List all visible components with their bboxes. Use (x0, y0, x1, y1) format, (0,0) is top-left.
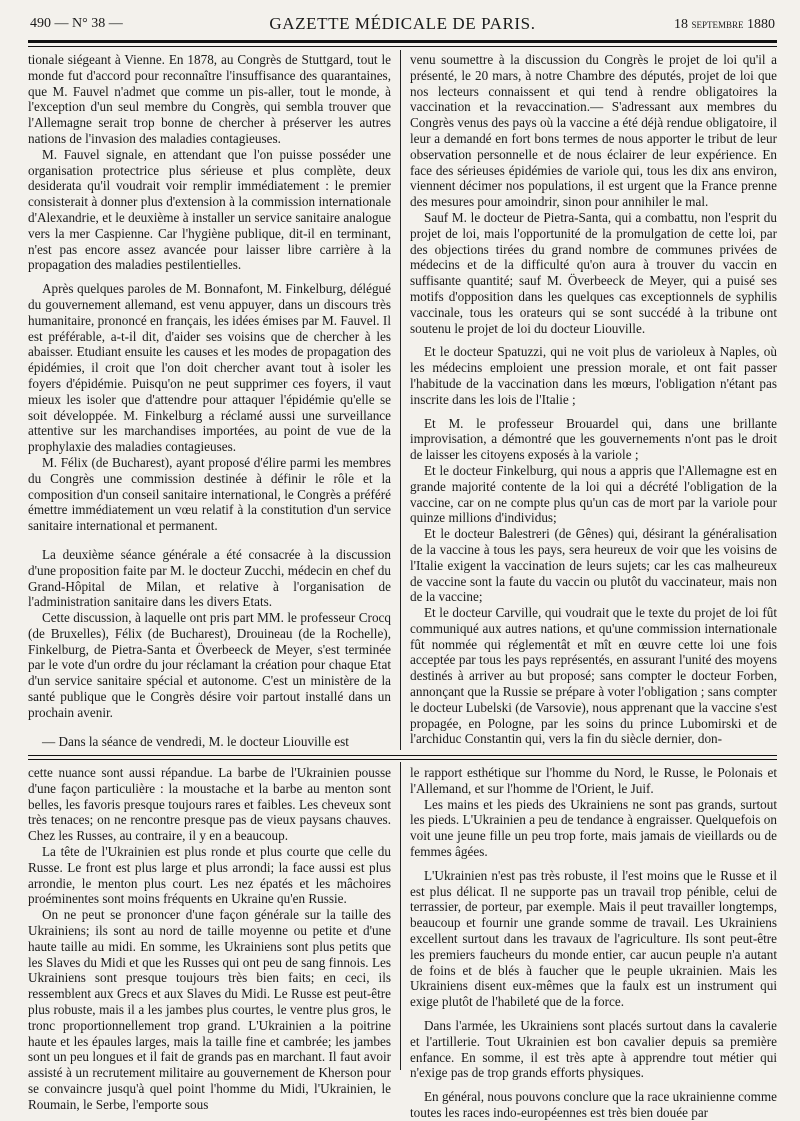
paragraph: tionale siégeant à Vienne. En 1878, au Congrès de Stuttgard, tout le monde fut d'accord pour reconnaître l'insuffisance des quarantaines, que M. Fauvel n'admet que comme un pis-aller, tout le monde, à l'exception d'un seul membre du Congrès, qui sembla trouver que l'Allemagne serait trop bonne de chercher à préserver les autres nations de l'invasion des maladies contagieuses. (28, 52, 391, 146)
paragraph: On ne peut se prononcer d'une façon générale sur la taille des Ukrainiens; ils sont au nord de taille moyenne ou petite et d'une haute taille au midi. En somme, les Ukrainiens sont plus petits que les Slaves du Midi et que les Russes qui ont peu de sang finnois. Les Ukrainiens sont presque toujours très bien faits; en ceci, ils ressemblent aux Grecs et aux Slaves du Midi. Le Russe est peut-être plus robuste, mais il a les jambes plus courtes, le ventre plus gros, le tronc proportionnellement trop grand. L'Ukrainien a la poitrine haute et les épaules larges, mais la taille fine et cambrée; les jambes sont un peu longues et il fait de grands pas en marchant. Il faut avoir assisté à un recrutement militaire au gouvernement de Kherson pour se convaincre jusqu'à quel point l'homme du Midi, l'Ukrainien, le Roumain, le Serbe, l'emporte sous (28, 907, 391, 1112)
journal-title: GAZETTE MÉDICALE DE PARIS. (269, 14, 536, 33)
paragraph: Dans l'armée, les Ukrainiens sont placés surtout dans la cavalerie et l'artillerie. Tout Ukrainien est bon cavalier depuis sa première enfance. En somme, il est très apte à apprendre tout métier qui n'exige pas de trop grands efforts physiques. (410, 1017, 777, 1081)
paragraph: Les mains et les pieds des Ukrainiens ne sont pas grands, surtout les pieds. L'Ukrainien a peu de tendance à engraisser. Quelquefois on voit une jeune fille un peu trop forte, mais jamais de vieillards ou de femmes âgées. (410, 796, 777, 859)
paragraph: Après quelques paroles de M. Bonnafont, M. Finkelburg, délégué du gouvernement allemand, est venu appuyer, dans un discours très humanitaire, prononcé en français, les idées émises par M. Fauvel. Il est préférable, a-t-il dit, d'aider ses voisins que de chercher à les abaisser. Etudiant ensuite les causes et les modes de propagation des épidémies, il croit que l'on doit chercher avant tout à isoler les foyers d'épidémie. Puisqu'on ne peut supprimer ces foyers, il vaut mieux les isoler que d'attendre pour attaquer l'épidémie qu'elle se soit développée. M. Finkelburg a réclamé aussi une surveillance attentive sur les marchandises importées, au point de vue de la prophylaxie des maladies contagieuses. (28, 281, 391, 455)
paragraph: La tête de l'Ukrainien est plus ronde et plus courte que celle du Russe. Le front est plus large et plus arrondi; la face aussi est plus arrondie, le menton plus court. Les nez épatés et les mâchoires proéminentes sont moins fréquents en Ukraine qu'en Russie. (28, 843, 391, 907)
paragraph: — Dans la séance de vendredi, M. le docteur Liouville est (42, 733, 349, 749)
section-rule-second (28, 759, 777, 760)
paragraph: M. Fauvel signale, en attendant que l'on puisse posséder une organisation protectrice plus sérieuse et plus complète, deux desiderata qu'il voudrait voir remplir immédiatement : le premier consisterait à donner plus d'extension à la commission internationale d'Alexandrie, et le deuxième à installer un service sanitaire analogue vers la mer Caspienne. Car l'hygiène publique, dit-il en terminant, n'est pas encore assez avancée pour laisser libre carrière à la propagation des maladies pestilentielles. (28, 146, 391, 273)
paragraph: La deuxième séance générale a été consacrée à la discussion d'une proposition faite par M. le docteur Zucchi, médecin en chef du Grand-Hôpital de Milan, et relative à l'organisation de l'administration sanitaire dans les divers Etats. (28, 546, 391, 610)
paragraph: Et le docteur Balestreri (de Gênes) qui, désirant la généralisation de la vaccine à tous les pays, sera heureux de voir que les voisins de l'Italie exigent la vaccination de leurs sujets; car les cas malheureux de vaccine sont la faute du vaccin ou plutôt du vaccinateur, mais non de la vaccine; (410, 526, 777, 605)
date-day: 18 (673, 17, 688, 32)
top-column-divider (400, 50, 401, 750)
page-header (30, 12, 775, 36)
paragraph: Cette discussion, à laquelle ont pris part MM. le professeur Crocq (de Bruxelles), Félix (de Bucharest), Drouineau (de la Rochelle), Finkelburg, de Pietra-Santa et Överbeeck de Meyer, s'est terminée par le vote d'un ordre du jour réclamant la création pour chaque Etat d'un service sanitaire spécial et autonome. C'est un ministère de la santé publique que le Congrès désire voir partout installé dans un prochain avenir. (28, 610, 391, 720)
paragraph: Et le docteur Carville, qui voudrait que le texte du projet de loi fût communiqué aux autres nations, et qu'une commission internationale fût nommée qui réglementât et mît en œuvre cette loi une fois acceptée par tous les pays représentés, en assurant l'unité des moyens destinés à arriver au but proposé; sans compter le docteur Forben, annonçant que la Russie se prépare à voter l'obligation ; sans compter le docteur Lubelski (de Varsovie), nous apprenant que la vaccine s'est propagée, en Pologne, par les soins du prince Lubomirski et de l'archiduc Constantin qui, vers la fin du siècle dernier, don- (410, 605, 777, 747)
top-left-column (28, 52, 391, 749)
page-number: 490 — N° 38 — (30, 16, 123, 31)
paragraph: Et le docteur Spatuzzi, qui ne voit plus de varioleux à Naples, où les médecins emploient une pression morale, et ont fait passer l'habitude de la vaccination dans les mœurs, l'obligation n'étant pas inscrite dans les lois de l'Italie ; (410, 344, 777, 407)
header-rule-thin (28, 46, 777, 47)
top-right-column (410, 52, 777, 747)
paragraph: Et M. le professeur Brouardel qui, dans une brillante improvisation, a démontré que les gouvernements n'ont pas le droit de laisser les citoyens exposés à la variole ; (410, 415, 777, 463)
paragraph: venu soumettre à la discussion du Congrès le projet de loi qu'il a présenté, le 20 mars, à notre Chambre des députés, projet de loi que nos lecteurs connaissent et qui tend à rendre obligatoires la vaccination et la revaccination.— S'adressant aux membres du Congrès venus des pays où la vaccine a été déjà rendue obligatoire, il leur a demandé en fort bons termes de nous apporter le tribut de leur observation personnelle et de nous éclairer de leur expérience. En face des sérieuses épidémies de variole qui, tous les dix ans environ, viennent décimer nos populations, il est urgent que la France prenne des mesures pour amoindrir, sinon pour annihiler le mal. (410, 52, 777, 210)
paragraph: cette nuance sont aussi répandue. La barbe de l'Ukrainien pousse d'une façon particulière : la moustache et la barbe au menton sont belles, les favoris presque toujours rares et faibles. Les cheveux sont très tenaces; on ne rencontre presque pas de vieux paysans chauves. Chez les Russes, au contraire, il y en a beaucoup. (28, 765, 391, 844)
header-rule-thick (28, 40, 777, 43)
bottom-right-column (410, 765, 777, 1121)
issue-date (674, 16, 775, 33)
paragraph: L'Ukrainien n'est pas très robuste, il l'est moins que le Russe et il est plus délicat. Il ne supporte pas un travail trop pénible, celui de terrassier, de porteur, par exemple. Mais il peut travailler longtemps, beaucoup et fournir une grande somme de travail. Les Ukrainiens excellent surtout dans les travaux de l'agriculture. Ils sont peut-être les premiers faucheurs du monde entier, car aucun peuple n'a autant de foins et de blés à faucher que le peuple ukrainien. Mais les Ukrainiens disent eux-mêmes que la faulx est un instrument qui exige plutôt de l'habileté que de la force. (410, 867, 777, 1010)
paragraph: M. Félix (de Bucharest), ayant proposé d'élire parmi les membres du Congrès une commission destinée à définir le rôle et la composition d'un conseil sanitaire international, le Congrès a préféré émettre immédiatement un vœu relatif à la constitution d'un service sanitaire international et permanent. (28, 454, 391, 534)
paragraph: Et le docteur Finkelburg, qui nous a appris que l'Allemagne est en grande majorité contente de la loi qui a décrété l'obligation de la vaccine, car on ne compte plus qu'un cas de mort par la variole pour quinze millions d'individus; (410, 462, 777, 526)
date-month: septembre (691, 16, 744, 31)
paragraph: Sauf M. le docteur de Pietra-Santa, qui a combattu, non l'esprit du projet de loi, mais l'opportunité de la promulgation de cette loi, par des objections tirées du grand nombre de communes privées de médecins et de la difficulté qu'on aura à trouver du vaccin en suffisante quantité; sauf M. Överbeeck de Meyer, qui a puisé ses motifs d'opposition dans les quelques cas exceptionnels de syphilis vaccinale, tous les orateurs qui se sont succédé à la tribune ont soutenu le projet de loi du docteur Liouville. (410, 209, 777, 336)
bottom-left-column (28, 765, 391, 1113)
bottom-column-divider (400, 762, 401, 1070)
section-rule (28, 755, 777, 756)
paragraph: En général, nous pouvons conclure que la race ukrainienne comme toutes les races indo-européennes est très bien douée par (410, 1089, 777, 1120)
paragraph: le rapport esthétique sur l'homme du Nord, le Russe, le Polonais et l'Allemand, et sur l'homme de l'Orient, le Juif. (410, 765, 777, 796)
date-year: 1880 (747, 17, 775, 32)
